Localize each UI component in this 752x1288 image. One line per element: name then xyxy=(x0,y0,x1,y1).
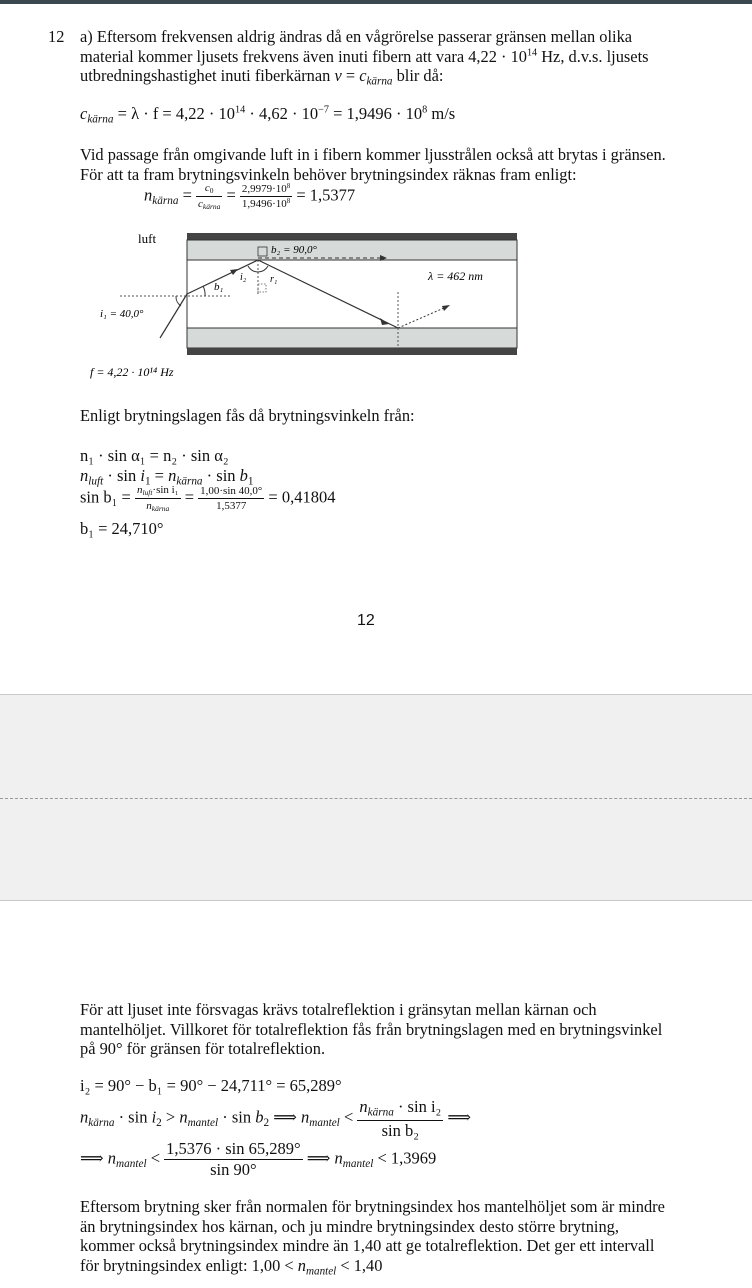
fraction-tir-numeric: $\frac{1,5376 \cdot \sin 65,289^\circ}{\sin 90^\circ}$ xyxy=(166,1139,301,1180)
conclusion-line-2: än brytningsindex hos kärnan, och ju mindre brytningsindex desto större brytning, xyxy=(80,1216,619,1236)
cladding-top xyxy=(187,233,517,240)
fraction-symbolic: $\frac{n_{luft}\cdot\sin i_1}{n_{kärna}}$ xyxy=(136,484,179,514)
page-number: 12 xyxy=(357,612,375,629)
snell-eq-1: n₁ · sin α₁ = n₂ · sin α₂ xyxy=(80,446,229,465)
label-i1: i₁ = 40,0° xyxy=(100,308,144,320)
intro-line-1: a) Eftersom frekvensen aldrig ändras då en vågrörelse passerar gränsen mellan olika xyxy=(80,27,633,46)
label-b2: b₂ = 90,0° xyxy=(271,244,317,256)
conclusion-line-3: kommer också brytningsindex mindre än 1,40 att ge totalreflektion. Det ger ett intervall xyxy=(80,1236,655,1256)
tir-line-3: på 90° för gränsen för totalreflektion. xyxy=(80,1039,326,1059)
fraction-tir-symbolic: $\frac{n_{kärna} \cdot \sin i_2}{\text{sin b₂}}$ xyxy=(359,1097,442,1140)
fraction-numeric-snell: $\frac{1,00\cdot\sin 40,0^\circ}{1,5377}$ xyxy=(200,485,263,513)
snell-intro: Enligt brytningslagen fås då brytningsvinkeln från: xyxy=(80,406,415,425)
question-number: 12 xyxy=(48,27,65,46)
tir-eq-3: ⟹ $n_{mantel}$ < $\frac{1,5376 \cdot \sin 65,289^\circ}{\sin 90^\circ}$ ⟹ $n_{mantel} < 1,3969$ xyxy=(80,1139,437,1180)
intro-line-3: utbredningshastighet inuti fiberkärnan $v = c_{kärna}$ blir då: xyxy=(80,66,444,88)
snell-eq-2: $n_{luft} \cdot \sin i_1 = n_{kärna} \cdot \sin b_1$ xyxy=(80,466,254,488)
label-r1: r₁ xyxy=(270,274,278,285)
intro-paragraph xyxy=(80,27,730,92)
incident-ray xyxy=(160,294,187,338)
refraction-paragraph xyxy=(80,145,740,184)
equation-index: $n_{kärna}$ = $\frac{c_0}{c_{kärna}}$ = $\frac{2,9979\cdot 10^8}{1,9496\cdot 10^8}$ = 1,5377 xyxy=(144,182,356,212)
tir-paragraph xyxy=(80,1000,740,1059)
tir-eq-2: $n_{kärna} \cdot \sin i_2 > n_{mantel} \cdot \sin b_2$ ⟹ $n_{mantel}$ < $\frac{n_{kärna} \cdot \sin i_2}{\text{sin b₂}}$ ⟹ xyxy=(80,1097,472,1140)
label-frequency: f = 4,22 · 10¹⁴ Hz xyxy=(90,365,174,379)
snell-eq-3: sin b₁ = $\frac{n_{luft}\cdot\sin i_1}{n_{kärna}}$ = $\frac{1,00\cdot\sin 40,0^\circ}{1,5377}$ = 0,41804 xyxy=(80,484,336,514)
page-break-dashed-line xyxy=(0,798,752,799)
conclusion-line-4: för brytningsindex enligt: $1,00 < n_{mantel} < 1,40$ xyxy=(80,1255,383,1278)
fraction-numeric: $\frac{2,9979\cdot 10^8}{1,9496\cdot 10^8}$ xyxy=(241,183,291,211)
label-b1: b₁ xyxy=(214,281,224,293)
tir-line-1: För att ljuset inte försvagas krävs totalreflektion i gränsytan mellan kärnan och xyxy=(80,1000,597,1019)
label-lambda: λ = 462 nm xyxy=(428,269,483,283)
tir-eq-1: i₂ = 90° − b₁ = 90° − 24,711° = 65,289° xyxy=(80,1076,342,1095)
conclusion-paragraph xyxy=(80,1197,740,1282)
label-i2: i₂ xyxy=(240,272,247,283)
cladding-bottom xyxy=(187,348,517,355)
conclusion-line-1: Eftersom brytning sker från normalen för brytningsindex hos mantelhöljet som är mindre xyxy=(80,1197,665,1216)
equation-speed: $c_{kärna} = \lambda \cdot f = 4,22 \cdot 10^{14} \cdot 4,62 \cdot 10^{-7} = 1,9496 \cdot 10^8$ m/s xyxy=(80,104,456,126)
snell-eq-4: b₁ = 24,710° xyxy=(80,519,164,538)
intro-line-2: material kommer ljusets frekvens även inuti fibern att vara $4,22 \cdot 10^{14}$ Hz, d.v.s. ljusets xyxy=(80,46,649,66)
label-air: luft xyxy=(138,231,157,246)
top-window-bar xyxy=(0,0,752,4)
fraction-c0-over-ckarna: $\frac{c_0}{c_{kärna}}$ xyxy=(198,182,221,212)
refraction-line-1: Vid passage från omgivande luft in i fibern kommer ljusstrålen också att brytas i gränsen. xyxy=(80,145,666,164)
fiber-diagram xyxy=(90,226,530,386)
tir-line-2: mantelhöljet. Villkoret för totalreflektion fås från brytningslagen med en brytningsvinkel xyxy=(80,1019,663,1039)
refraction-line-2: För att ta fram brytningsvinkeln behöver brytningsindex räknas fram enligt: xyxy=(80,164,577,184)
